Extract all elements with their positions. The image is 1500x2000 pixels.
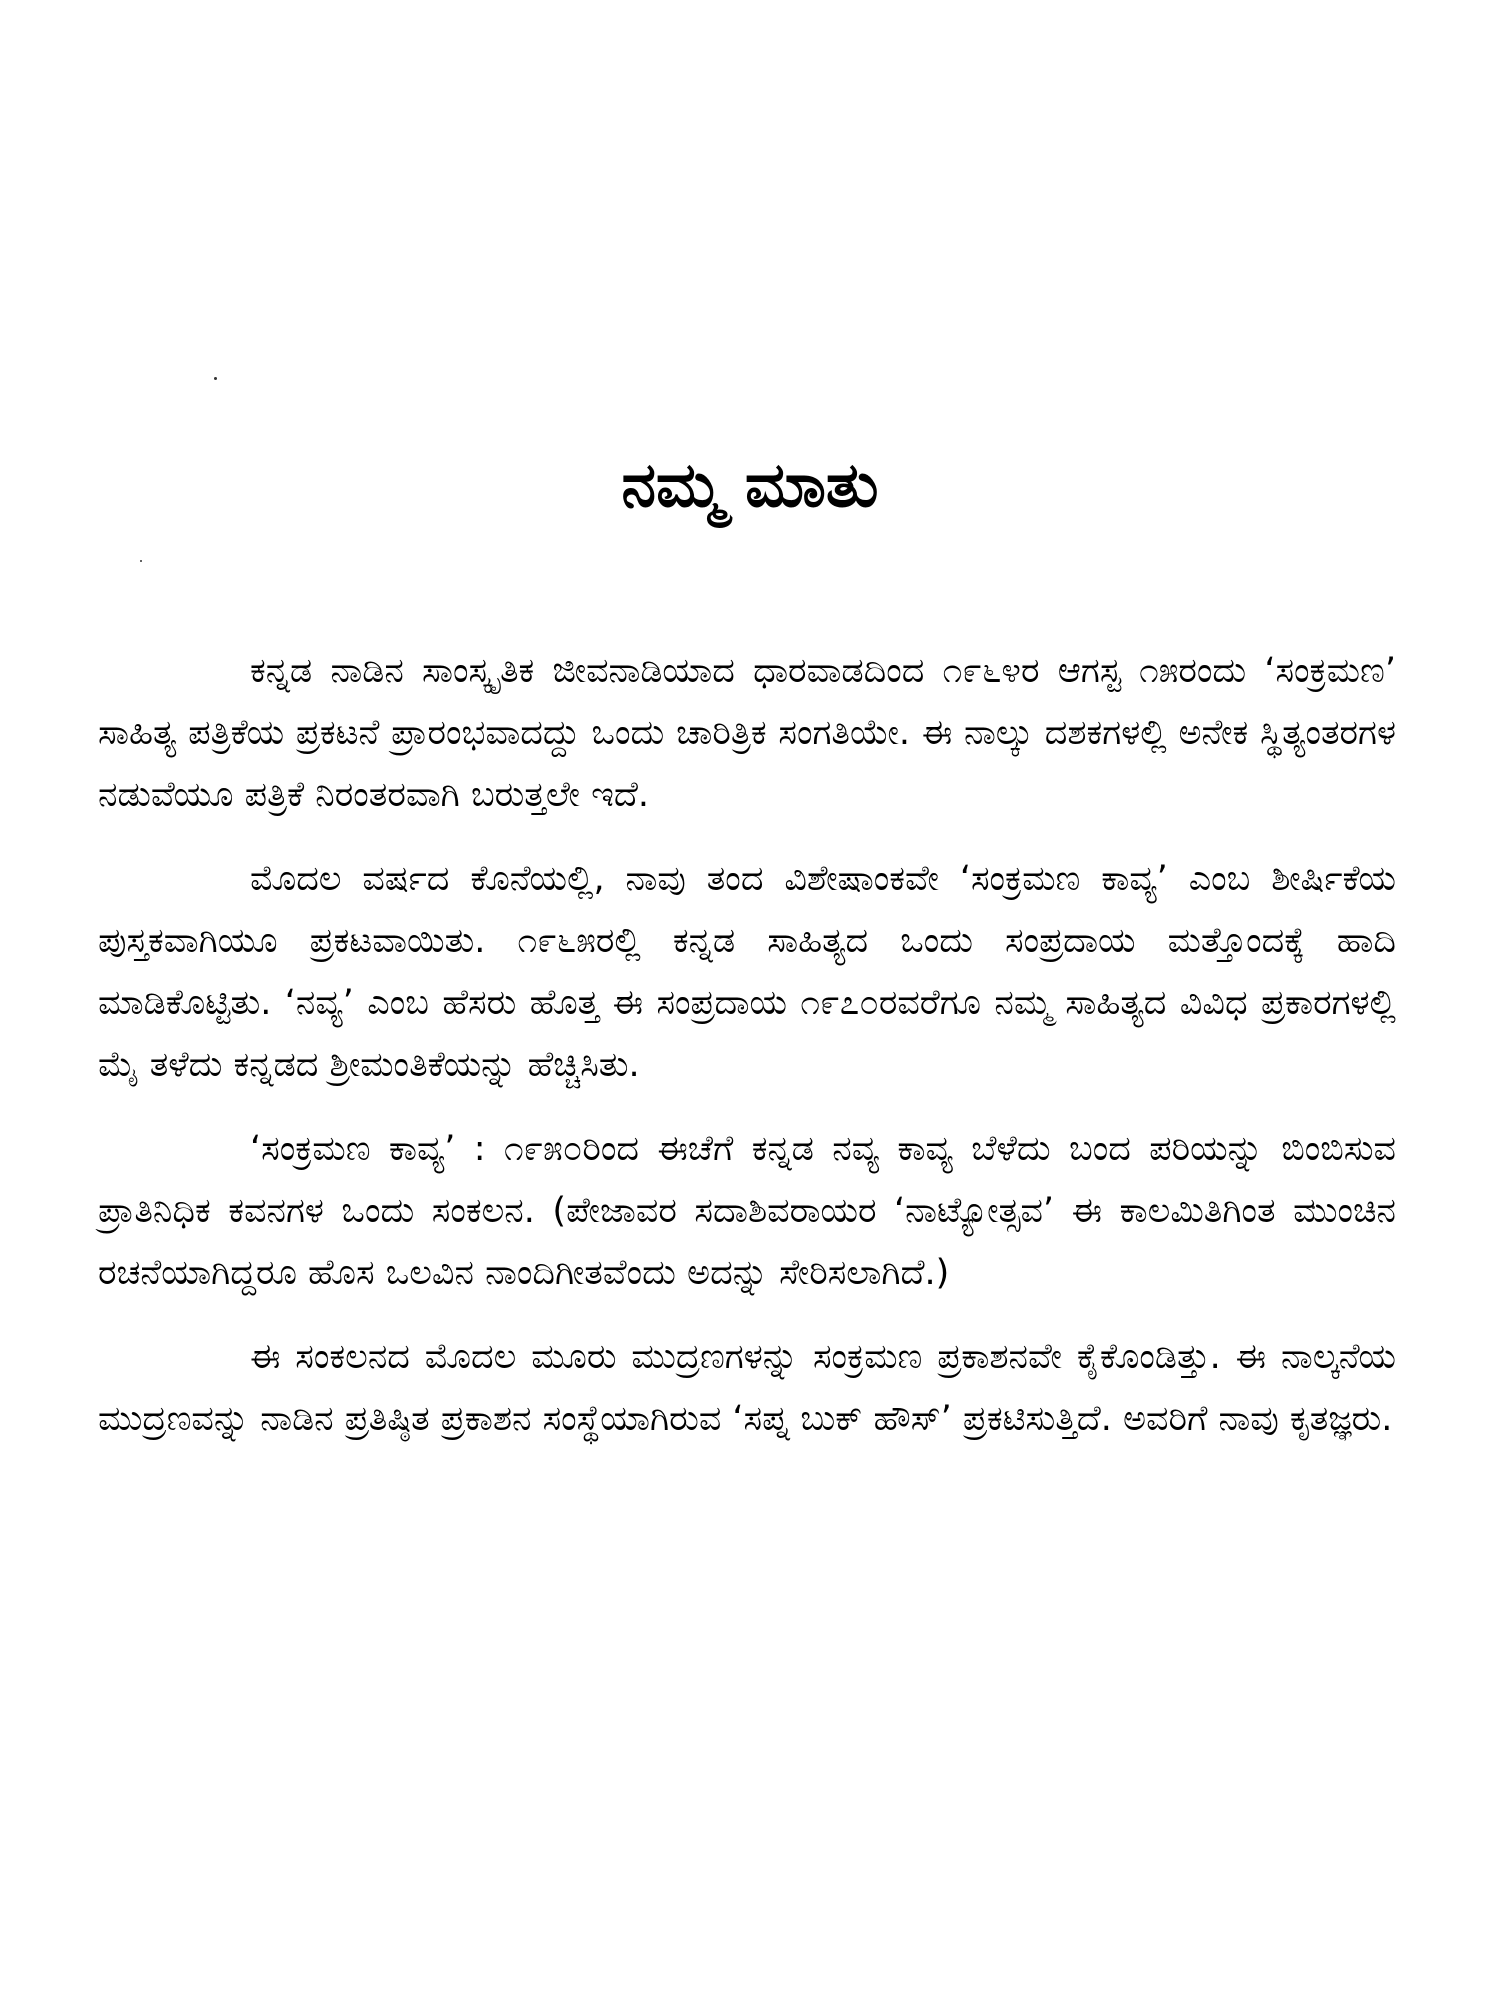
scan-speck — [140, 560, 142, 562]
paragraph-1: ಕನ್ನಡ ನಾಡಿನ ಸಾಂಸ್ಕೃತಿಕ ಜೀವನಾಡಿಯಾದ ಧಾರವಾಡದಿಂದ ೧೯೬೪ರ ಆಗಸ್ಟ ೧೫ರಂದು ‘ಸಂಕ್ರಮಣ’ ಸಾಹಿತ್ಯ ಪತ್ರಿಕೆಯ ಪ್ರಕಟನೆ ಪ್ರಾರಂಭವಾದದ್ದು ಒಂದು ಚಾರಿತ್ರಿಕ ಸಂಗತಿಯೇ. ಈ ನಾಲ್ಕು ದಶಕಗಳಲ್ಲಿ ಅನೇಕ ಸ್ಥಿತ್ಯಂತರಗಳ ನಡುವೆಯೂ ಪತ್ರಿಕೆ ನಿರಂತರವಾಗಿ ಬರುತ್ತಲೇ ಇದೆ. — [98, 651, 1396, 815]
scan-speck — [214, 377, 217, 380]
page-title: ನಮ್ಮ ಮಾತು — [621, 448, 879, 521]
paragraph-2: ಮೊದಲ ವರ್ಷದ ಕೊನೆಯಲ್ಲಿ, ನಾವು ತಂದ ವಿಶೇಷಾಂಕವೇ ‘ಸಂಕ್ರಮಣ ಕಾವ್ಯ’ ಎಂಬ ಶೀರ್ಷಿಕೆಯ ಪುಸ್ತಕವಾಗಿಯೂ ಪ್ರಕಟವಾಯಿತು. ೧೯೬೫ರಲ್ಲಿ ಕನ್ನಡ ಸಾಹಿತ್ಯದ ಒಂದು ಸಂಪ್ರದಾಯ ಮತ್ತೊಂದಕ್ಕೆ ಹಾದಿ ಮಾಡಿಕೊಟ್ಟಿತು. ‘ನವ್ಯ’ ಎಂಬ ಹೆಸರು ಹೊತ್ತ ಈ ಸಂಪ್ರದಾಯ ೧೯೭೦ರವರೆಗೂ ನಮ್ಮ ಸಾಹಿತ್ಯದ ವಿವಿಧ ಪ್ರಕಾರಗಳಲ್ಲಿ ಮೈ ತಳೆದು ಕನ್ನಡದ ಶ್ರೀಮಂತಿಕೆಯನ್ನು ಹೆಚ್ಚಿಸಿತು. — [98, 859, 1396, 1085]
paragraph-3: ‘ಸಂಕ್ರಮಣ ಕಾವ್ಯ’ : ೧೯೫೦ರಿಂದ ಈಚೆಗೆ ಕನ್ನಡ ನವ್ಯ ಕಾವ್ಯ ಬೆಳೆದು ಬಂದ ಪರಿಯನ್ನು ಬಿಂಬಿಸುವ ಪ್ರಾತಿನಿಧಿಕ ಕವನಗಳ ಒಂದು ಸಂಕಲನ. (ಪೇಜಾವರ ಸದಾಶಿವರಾಯರ ‘ನಾಟ್ಯೋತ್ಸವ’ ಈ ಕಾಲಮಿತಿಗಿಂತ ಮುಂಚಿನ ರಚನೆಯಾಗಿದ್ದರೂ ಹೊಸ ಒಲವಿನ ನಾಂದಿಗೀತವೆಂದು ಅದನ್ನು ಸೇರಿಸಲಾಗಿದೆ.) — [98, 1129, 1396, 1293]
body-text — [98, 640, 1396, 1472]
paragraph-4: ಈ ಸಂಕಲನದ ಮೊದಲ ಮೂರು ಮುದ್ರಣಗಳನ್ನು ಸಂಕ್ರಮಣ ಪ್ರಕಾಶನವೇ ಕೈಕೊಂಡಿತ್ತು. ಈ ನಾಲ್ಕನೆಯ ಮುದ್ರಣವನ್ನು ನಾಡಿನ ಪ್ರತಿಷ್ಠಿತ ಪ್ರಕಾಶನ ಸಂಸ್ಥೆಯಾಗಿರುವ ‘ಸಪ್ನ ಬುಕ್ ಹೌಸ್’ ಪ್ರಕಟಿಸುತ್ತಿದೆ. ಅವರಿಗೆ ನಾವು ಕೃತಜ್ಞರು. — [98, 1337, 1396, 1439]
